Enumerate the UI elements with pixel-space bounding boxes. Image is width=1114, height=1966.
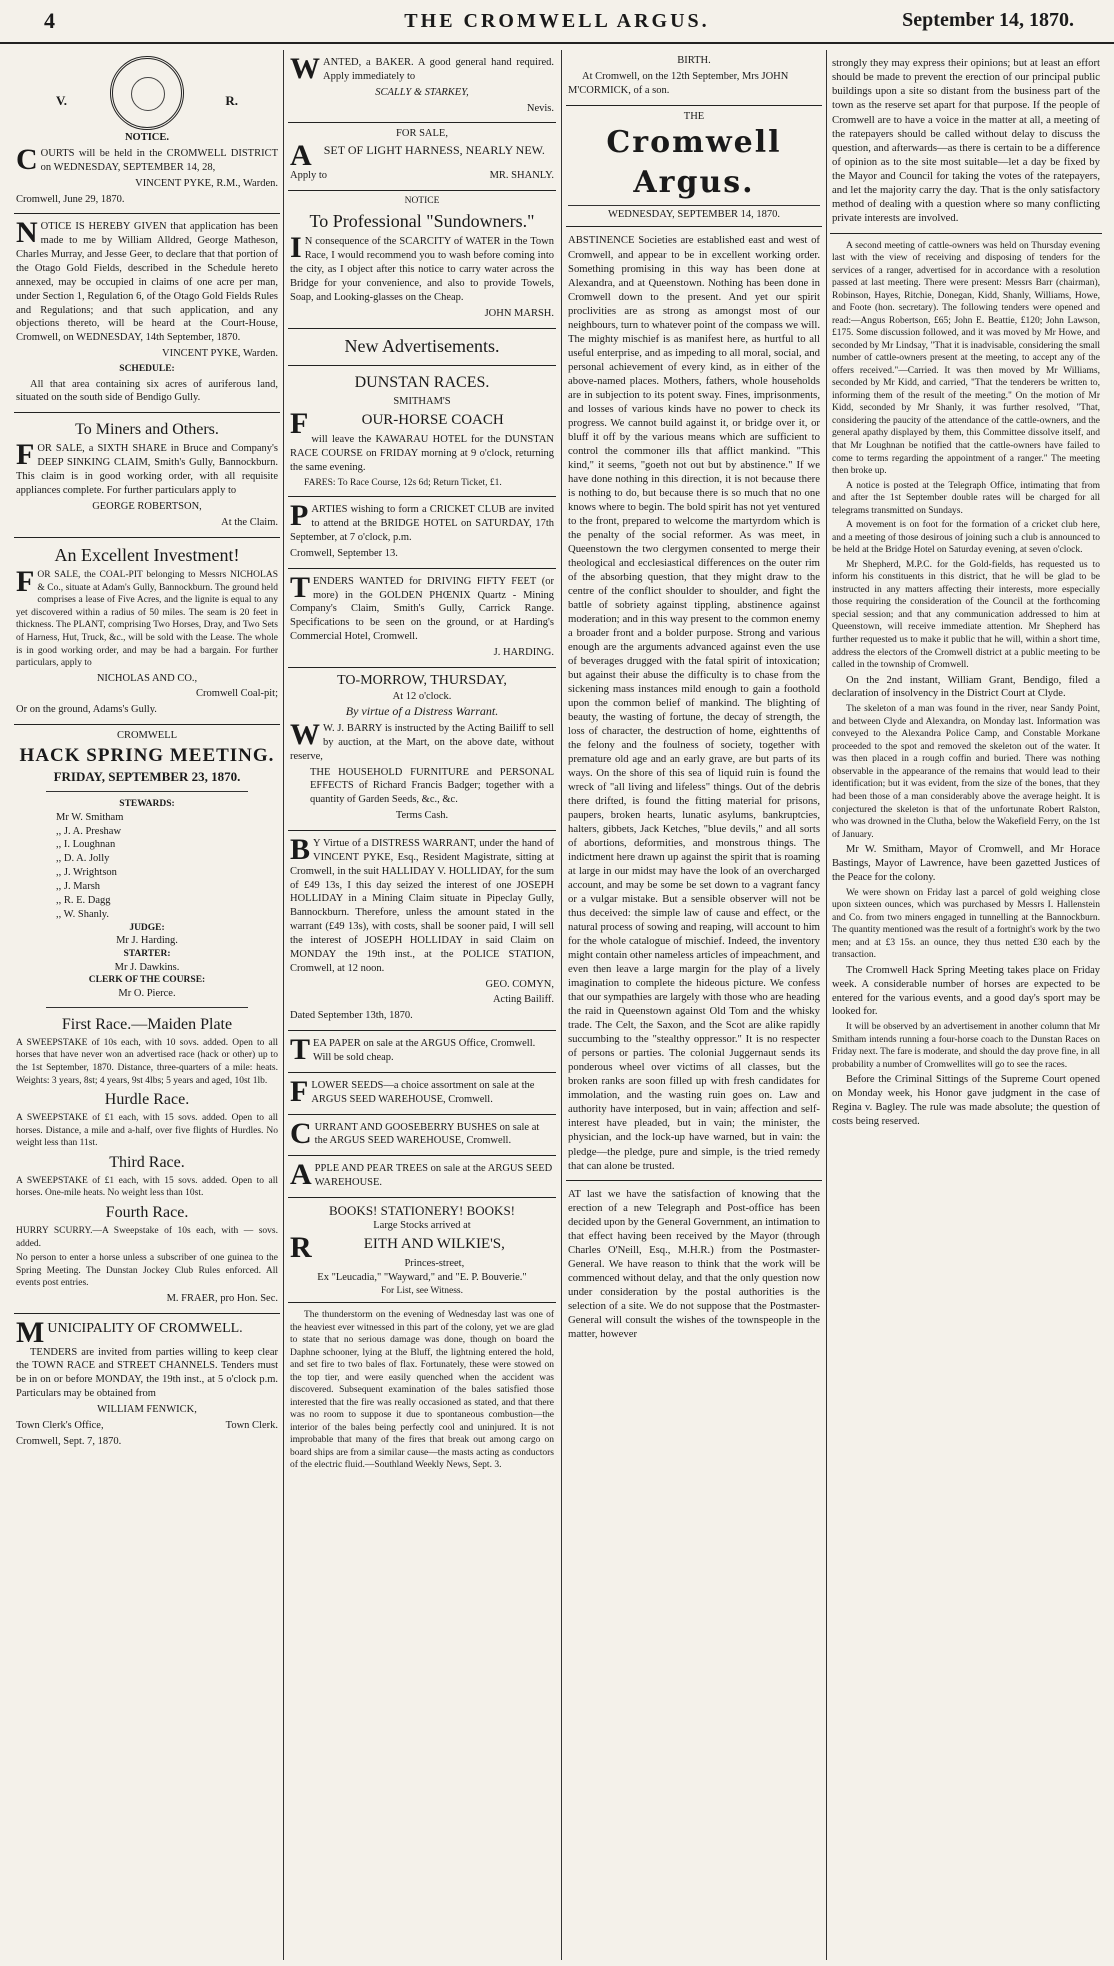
drop-cap: B	[290, 832, 311, 866]
smitham-label: SMITHAM'S	[393, 396, 451, 408]
drop-cap: P	[290, 499, 309, 533]
drop-cap: W	[290, 52, 320, 85]
auction-terms: Terms Cash.	[395, 810, 449, 822]
apple-ad	[288, 1156, 556, 1198]
notice-given	[14, 214, 280, 413]
notice-sign: VINCENT PYKE, R.M., Warden.	[135, 177, 278, 189]
drop-cap: T	[290, 1033, 311, 1067]
local-news	[830, 234, 1102, 1136]
editorial-the: THE	[683, 110, 705, 122]
investment-pit: Cromwell Coal-pit;	[196, 688, 278, 700]
flower-text: LOWER SEEDS—a choice assortment on sale at the ARGUS SEED WAREHOUSE, Cromwell.	[311, 1079, 535, 1105]
auction-goods: THE HOUSEHOLD FURNITURE and PERSONAL EFFECTS of Richard Francis Badger; together with a quantity of Garden Seeds, &c., &c.	[310, 766, 554, 806]
abstinence-article	[566, 227, 822, 1180]
drop-cap: F	[16, 438, 35, 472]
tea-text: EA PAPER on sale at the ARGUS Office, Cromwell. Will be sold cheap.	[313, 1038, 536, 1064]
baker-place: Nevis.	[526, 102, 554, 114]
auction-time: At 12 o'clock.	[392, 691, 452, 703]
cricket-date: Cromwell, September 13.	[290, 547, 398, 559]
newspaper-title: THE CROMWELL ARGUS.	[404, 10, 710, 32]
investment-text: OR SALE, the COAL-PIT belonging to Messrs NICHOLAS & Co., situate at Adam's Gully, Bannockburn. The ground held comprises a lease of Five Acres, and the lignite is equal to any yet discovered within a radius of 50 miles. The seam is 20 feet in thickness. The PLANT, comprising Two Horses, Dray, and Two Sets of Harness, Hut, Truck, &c., will be sold with the Lease. The whole is in good working order, and may be had a bargain. For further particulars, apply to	[16, 570, 278, 669]
thunderstorm-text: The thunderstorm on the evening of Wednesday last was one of the heaviest ever witnessed in this part of the colony, yet we are glad to state that no serious damage was done, though on board the Daphne schooner, lying at the Bluff, the lightning entered the hold, and set fire to two bales of flax. Fortunately, these were stowed on the top tier, and were easily quenched when the accident was discovered. Subsequent examination of the bales satisfied those interested that the fire was really occasioned as stated, and that there was no room to suppose it due to spontaneous combustion—the interior of the bales being perfectly cool and uninjured. It is not improbable that many of the fires that break out among cargo on board ships are from a similar cause—the masts acting as conductors of the electric fluid.—Southland Weekly News, Sept. 3.	[290, 1310, 554, 1471]
tea-ad	[288, 1031, 556, 1073]
skeleton-item: The skeleton of a man was found in the river, near Sandy Point, and between Clyde and Alexandra, on Monday last. Information was conveyed to the Alexandra Police Camp, and Constable Morkane proceeded to the spot and removed the skeleton out of the water. It was then placed in a rough coffin and buried. There was nothing observable in the appearance of the remains that would lead to their identification; but it was evident, from the size of the bones, that they had been those of a man considerably above the average height. It is conjectured the skeleton is that of the unfortunate Robert Ralston, who was drowned in the Clutha, below the Wakefield Ferry, on the 1st of January.	[832, 704, 1100, 840]
harness-apply: Apply to	[290, 170, 328, 182]
magistrate-seal-icon	[110, 56, 184, 130]
telegraph-text: AT last we have the satisfaction of knowing that the erection of a new Telegraph and Post-office has been decided upon by the General Government, an intimation to that effect having been received by the Mayor (through Charles O'Neill, Esq., M.H.R.) from the Postmaster-General. We have reason to think that the work will be commenced without delay, and that the only question now under consideration by the postal authorities is the selection of a site. We do not suppose that the Postmaster-General will consult the wishes of the townspeople in the matter, however	[568, 1187, 820, 1340]
muni-text: TENDERS are invited from parties willing to keep clear the TOWN RACE and STREET CHANNELS. Tenders must be in on or before MONDAY, the 19th inst., at 5 o'clock p.m. Particulars may be obtained from	[16, 1346, 278, 1400]
drop-cap: A	[290, 1158, 312, 1192]
column-1	[14, 50, 280, 1960]
drop-cap: R	[290, 1231, 312, 1265]
sundowners-text: N consequence of the SCARCITY of WATER in the Town Race, I would recommend you to wash before coming into the city, as I object after this notice to carry water across the Bridge for your convenience, and also to provide Towels, Soap, and Looking-glasses on the Cheap.	[290, 236, 554, 303]
column-2	[288, 50, 556, 1960]
race3-heading: Third Race.	[109, 1153, 185, 1171]
books-ad	[288, 1198, 556, 1303]
stewards-label: STEWARDS:	[119, 799, 175, 810]
cricket-club-item: A movement is on foot for the formation of a cricket club here, and a meeting of those desirous of joining such a club is announced to be held at the Bridge Hotel on Saturday evening, at seven o'clock.	[832, 520, 1100, 556]
starter-label: STARTER:	[123, 949, 171, 960]
tenders-sign: J. HARDING.	[493, 646, 554, 658]
new-advertisements: New Advertisements.	[344, 335, 500, 356]
race2-heading: Hurdle Race.	[104, 1091, 190, 1109]
court-notice	[14, 50, 280, 214]
muni-name: WILLIAM FENWICK,	[97, 1403, 197, 1415]
investment-heading: An Excellent Investment!	[54, 544, 240, 565]
coach-item: It will be observed by an advertisement in another column that Mr Smitham intends running a four-horse coach to the Dunstan Races on Friday next. The fare is moderate, and should the day prove fine, in all probability a number of Cromwellites will go to see the races.	[832, 1022, 1100, 1070]
gold-parcel-item: We were shown on Friday last a parcel of gold weighing close upon sixteen ounces, which was purchased by Messrs I. Hallenstein and Co. from two miners engaged in tunnelling at the Bannockburn. The quantity mentioned was the result of a fortnight's work by the two men; and at £3 15s. an ounce, they thus netted £30 each by the transaction.	[832, 887, 1100, 961]
coach-ad	[288, 366, 556, 497]
drop-cap: A	[290, 139, 312, 173]
muni-office: Town Clerk's Office,	[16, 1419, 104, 1431]
currant-text: URRANT AND GOOSEBERRY BUSHES on sale at the ARGUS SEED WAREHOUSE, Cromwell.	[314, 1121, 540, 1147]
hack-heading: HACK SPRING MEETING.	[19, 745, 275, 766]
auction-text: W. J. BARRY is instructed by the Acting Bailiff to sell by auction, at the Mart, on the above date, without reserve,	[290, 722, 554, 762]
steward: ,, J. Marsh	[56, 881, 101, 893]
drop-cap: C	[290, 1116, 312, 1150]
column-3	[566, 50, 822, 1960]
books-reith: EITH AND WILKIE'S,	[363, 1236, 505, 1253]
schedule-label: SCHEDULE:	[119, 364, 175, 375]
justices-item: Mr W. Smitham, Mayor of Cromwell, and Mr Horace Bastings, Mayor of Lawrence, have been gazetted Justices of the Peace for the colony.	[832, 844, 1100, 883]
warrant-ad	[288, 831, 556, 1031]
steward: ,, W. Shanly.	[56, 908, 109, 920]
issue-date: September 14, 1870.	[902, 9, 1074, 31]
miners-text: OR SALE, a SIXTH SHARE in Bruce and Company's DEEP SINKING CLAIM, Smith's Gully, Bannockburn. This claim is in good working order, with all requisite appliances complete. For further particulars apply to	[16, 443, 278, 496]
race3-text: A SWEEPSTAKE of £1 each, with 15 sovs. added. Open to all horses. One-mile heats. No weight less than 10st.	[16, 1175, 278, 1199]
page-number: 4	[44, 8, 55, 33]
drop-cap: T	[290, 570, 311, 604]
birth-text: At Cromwell, on the 12th September, Mrs JOHN M'CORMICK, of a son.	[568, 70, 789, 96]
hack-town: CROMWELL	[116, 730, 178, 742]
coach-text: will leave the KAWARAU HOTEL for the DUNSTAN RACE COURSE on FRIDAY morning at 9 o'clock, returning the same evening.	[290, 434, 554, 473]
investment-ad	[14, 538, 280, 726]
miners-name: GEORGE ROBERTSON,	[92, 500, 202, 512]
books-stock: Large Stocks arrived at	[373, 1220, 471, 1232]
drop-cap: F	[290, 407, 309, 441]
starter: Mr J. Dawkins.	[114, 961, 180, 973]
sundowners-sign: JOHN MARSH.	[484, 307, 554, 319]
apple-text: PPLE AND PEAR TREES on sale at the ARGUS SEED WAREHOUSE.	[314, 1163, 553, 1189]
muni-heading: UNICIPALITY OF CROMWELL.	[47, 1320, 243, 1336]
judge: Mr J. Harding.	[116, 935, 178, 947]
muni-clerk: Town Clerk.	[225, 1419, 278, 1431]
dunstan-heading: DUNSTAN RACES.	[354, 374, 490, 392]
warrant-role: Acting Bailiff.	[492, 994, 554, 1006]
schedule-text: All that area containing six acres of auriferous land, situated on the south side of Bendigo Gully.	[16, 378, 278, 404]
investment-name: NICHOLAS AND CO.,	[96, 672, 198, 684]
editorial-dateline: WEDNESDAY, SEPTEMBER 14, 1870.	[568, 205, 820, 222]
warrant-sign: GEO. COMYN,	[485, 978, 554, 990]
editorial-masthead	[566, 106, 822, 228]
notice-given-text: OTICE IS HEREBY GIVEN that application has been made to me by William Alldred, George Matheson, Charles Murray, and Jesse Geer, to declare that that portion of the Otago Gold Fields, described in the Schedule hereto annexed, may be occupied in claims of one acre per man, under Section 1, Regulation 6, of the Otago Gold Fields Rules and Regulations; and that such application, and any objections thereto, will be heard at the Court-House, Cromwell, on WEDNESDAY, 14th September, 1870.	[16, 221, 278, 344]
seal-v: V.	[56, 93, 67, 108]
steward: ,, I. Loughnan	[56, 839, 116, 851]
steward: ,, J. A. Preshaw	[56, 825, 122, 837]
hack-meeting-item: The Cromwell Hack Spring Meeting takes place on Friday week. A considerable number of horses are expected to be entered for the various events, and a good day's sport may be looked for.	[832, 964, 1100, 1018]
books-princes: Princes-street,	[404, 1257, 465, 1269]
miners-ad	[14, 413, 280, 537]
notice-body: OURTS will be held in the CROMWELL DISTRICT on WEDNESDAY, SEPTEMBER 14, 28,	[40, 148, 278, 173]
books-ships: Ex "Leucadia," "Wayward," and "E. P. Bouverie."	[317, 1271, 527, 1283]
masthead	[0, 0, 1114, 44]
birth-notice	[566, 50, 822, 106]
miners-at: At the Claim.	[221, 516, 278, 528]
warrant-text: Y Virtue of a DISTRESS WARRANT, under the hand of VINCENT PYKE, Esq., Resident Magistrate, sitting at Cromwell, in the suit HALLIDAY V. HOLLIDAY, for the sum of £49 13s, I this day seized the interest of one JOSEPH HOLLIDAY in a Mining Claim situate in Pipeclay Gully, Bannockburn. Therefore, unless the amount stated in the warrant (£49 13s), with costs, shall be sooner paid, I will sell the interest of JOSEPH HOLLIDAY in said Claim on MONDAY the 19th inst., at the POLICE STATION, Cromwell, at 12 noon.	[290, 837, 554, 974]
miners-heading: To Miners and Others.	[75, 421, 219, 439]
currant-ad	[288, 1115, 556, 1157]
steward: ,, R. E. Dagg	[56, 894, 111, 906]
drop-cap: W	[290, 717, 320, 751]
baker-ad	[288, 50, 556, 123]
warrant-date: Dated September 13th, 1870.	[290, 1010, 413, 1022]
telegraph-continued-text: strongly they may express their opinions; but at least an effort should be made to prevent the erection of our principal public buildings upon a site so distant from the business part of the town as the reserve set apart for that purpose. If the people of Cromwell are to have a voice in the matter at all, a meeting of the ratepayers should be called without delay to discuss the question, and afterwards—as there is certain to be a difference of opinion as to the site most suitable—let a day be fixed by the Mayor and Council for taking the votes of the ratepayers, and let the majority carry the day. That is the only satisfactory method of dealing with a question where so many conflicting private interests are involved.	[832, 57, 1100, 225]
telegraph-article	[566, 1181, 822, 1348]
flower-ad	[288, 1073, 556, 1115]
coach-heading: OUR-HORSE COACH	[361, 412, 504, 429]
new-ads-heading	[288, 329, 556, 367]
race4-text: HURRY SCURRY.—A Sweepstake of 10s each, with — sovs. added.	[16, 1226, 278, 1249]
telegraph-notice-item: A notice is posted at the Telegraph Office, intimating that from and after the 1st September double rates will be charged for all telegrams transmitted on Sundays.	[832, 480, 1100, 516]
column-rule	[283, 50, 284, 1960]
steward: Mr W. Smitham	[56, 811, 124, 823]
drop-cap: F	[16, 565, 35, 599]
investment-or: Or on the ground, Adams's Gully.	[16, 704, 157, 716]
harness-label: FOR SALE,	[396, 128, 448, 140]
hack-meeting-ad	[14, 725, 280, 1313]
coach-fares: FARES: To Race Course, 12s 6d; Return Ticket, £1.	[304, 477, 502, 488]
auction-heading: TO-MORROW, THURSDAY,	[337, 672, 507, 688]
notice-date: Cromwell, June 29, 1870.	[16, 193, 125, 205]
stewards-list	[16, 811, 278, 922]
cricket-text: ARTIES wishing to form a CRICKET CLUB are invited to attend at the BRIDGE HOTEL on SATURDAY, 17th September, at 7 o'clock, p.m.	[290, 504, 554, 543]
harness-text: SET OF LIGHT HARNESS, NEARLY NEW.	[323, 143, 545, 158]
notice-given-sign: VINCENT PYKE, Warden.	[161, 348, 278, 360]
harness-ad	[288, 123, 556, 191]
sundowners-heading: To Professional "Sundowners."	[309, 210, 535, 231]
race1-text: A SWEEPSTAKE of 10s each, with 10 sovs. added. Open to all horses that have never won an advertised race (hack or other) up to the 1st September, 1870. Distance, three-quarters of a mile: heats. Weights: 3 years, 8st; 4 years, 9st 4lbs; 5 years and aged, 10st 1lb.	[16, 1037, 278, 1086]
auction-ad	[288, 668, 556, 831]
divider	[46, 1007, 248, 1008]
race1-heading: First Race.—Maiden Plate	[61, 1015, 233, 1033]
judge-label: JUDGE:	[129, 922, 165, 933]
birth-heading: BIRTH.	[677, 55, 711, 66]
column-rule	[561, 50, 562, 1960]
race4-heading: Fourth Race.	[105, 1203, 189, 1221]
sundowners-ad	[288, 191, 556, 328]
cricket-ad	[288, 497, 556, 568]
clerk-label: CLERK OF THE COURSE:	[88, 975, 206, 986]
drop-cap: F	[290, 1074, 309, 1108]
auction-warrant: By virtue of a Distress Warrant.	[345, 704, 499, 719]
clerk: Mr O. Pierce.	[118, 987, 176, 999]
insolvency-item: On the 2nd instant, William Grant, Bendigo, filed a declaration of insolvency in the District Court at Clyde.	[832, 674, 1100, 700]
race2-text: A SWEEPSTAKE of £1 each, with 15 sovs. added. Open to all horses. Distance, a mile and a-half, over five flights of Hurdles. No weight less than 11st.	[16, 1113, 278, 1149]
seal-r: R.	[225, 93, 238, 108]
column-4	[830, 50, 1102, 1960]
baker-text: ANTED, a BAKER. A good general hand required. Apply immediately to	[323, 57, 554, 82]
steward: ,, D. A. Jolly	[56, 853, 110, 865]
race-sign: M. FRAER, pro Hon. Sec.	[166, 1292, 278, 1304]
editorial-paper-name: Cromwell Argus.	[606, 125, 782, 201]
telegraph-continued	[830, 50, 1102, 234]
drop-cap: M	[16, 1315, 45, 1349]
shepherd-item: Mr Shepherd, M.P.C. for the Gold-fields, has requested us to inform his constituents in this district, that he will be glad to be instructed in any matters affecting their interests, more especially those requiring the consideration of the Council at the forthcoming special session; and that any communication addressed to him at Queenstown, will receive immediate attention. Mr Shepherd has further requested us to make it public that he will, within a short time, address the electors of the Cromwell district at a public meeting to be called in the township of Cromwell.	[832, 559, 1100, 671]
notice-title: NOTICE.	[124, 132, 170, 144]
hack-date: FRIDAY, SEPTEMBER 23, 1870.	[53, 769, 241, 785]
baker-name: SCALLY & STARKEY,	[375, 86, 469, 98]
municipality-ad	[14, 1314, 280, 1456]
cattle-owners-item: A second meeting of cattle-owners was held on Thursday evening last with the view of receiving and disposing of tenders for the services of a ranger, advertised for in accordance with a resolution passed at last meeting. There were present: Messrs Barr (chairman), Robinson, Hayes, Ritchie, Donegan, Kidd, Shanly, Williams, Howe, and Foote (hon. secretary). The following tenders were opened and read:—Angus Robertson, £65; John E. Beattie, £120; John Lawson, £175. Some discussion followed, and it was moved by Mr Howe, and seconded by Mr Lindsay, "That it is inadvisable, considering the small number of cattle-owners present at the meeting, to accept any of the offers received."—Carried. It was then moved by Mr Williams, seconded by Mr Kidd, and carried, "That the tenderers be written to, informing them of the result of the meeting." On the motion of Mr Kidd, seconded by Mr Shanly, it was further resolved, "That, considering the paucity of the attendance of the cattle-owners, and the general apathy displayed by them, this Committee dissolve itself, and that Mr Loughnan be notified that the cattle-owners have failed to come to terms regarding the appointment of a ranger." The meeting then broke up.	[832, 240, 1100, 477]
drop-cap: I	[290, 231, 302, 265]
tenders-ad	[288, 569, 556, 668]
tenders-text: ENDERS WANTED for DRIVING FIFTY FEET (or more) in the GOLDEN PHŒNIX Quartz - Mining Company's Claim, Smith's Gully, Carrick Range. Specifications to be seen on the ground, or at Harding's Commercial Hotel, Cromwell.	[290, 575, 554, 643]
drop-cap: N	[16, 216, 38, 250]
drop-cap: C	[16, 143, 38, 177]
muni-date: Cromwell, Sept. 7, 1870.	[16, 1435, 122, 1447]
abstinence-text: ABSTINENCE Societies are established east and west of Cromwell, and appear to be in excellent working order. Something promising in this way has been done at Alexandra, and at Queenstown. Nothing has been done in Cromwell down to the present. And yet our spirit proclivities are as strong as amongst most of our neighbours, turn to whatever point of the compass we will. The mighty mischief is as manifest here, as hurtful to all useful enterprise, and as impeding to all moral, social, and personal achievement of every kind, as in either of the above-named places. Mothers, fathers, whole households are in subjection to its potent sway. Fines, imprisonments, and losses of various kinds have no power to check its progress. We cannot build against it, or bridge over it, or bluff it off by the various means which are sufficient to control the commoner ills that afflict mankind. "This kind," it seems, "goeth not out but by abstinence." If we have done nothing in this direction, it is not because there is nothing to do, but because there is so much that no one knows where to begin. The bold spirit has not yet ventured to the front, prepared to welcome the martyrdom which is the penalty of the social reformer. As was meet, in Queenstown the two clergymen consented to merge their theological and ecclesiastical differences on the outer rim of the absorbing question, that they might draw to the centre of the conflict shoulder to shoulder, and fight the battle of sobriety against tippling, abstinence against moderation; and in this way present to the common enemy a broader front and a bolder purpose. Strong and various enough are the arguments advanced against even the use of beverages drugged with the fatal spirit of intoxication; but against their abuse the difficulty is to chase from the sickening mass instances mild enough to gain a foothold upon the common belief of mankind. The blighting of beauty, the wasting of fortune, the decay of strength, the loss of character, the destruction of home, eighttenths of the felony and the foulness of society, together with premature old age and an early grave, are but parts of its ways. On the shore of this sea of liquid ruin is found the wreck of "all living and lifeless" things. Out of the debris there drifted, is found the fitting material for prisons, paupers, broken hearts, lunatic asylums, bankruptcies, halters, gibbets, Jack Ketches, "blue devils," and all sorts of abortions, deformities, and monstrous things. The indictment here drawn up against the spirit that is roaming at large in our midst may have the look of an overcharged account, and may be some be set down to a vagrant fancy or a vulgar mistake. But a sensible observer will not be thus deceived: the simple law of cause and effect, or the natural process of sowing and reaping, will account to him for the whole catalogue of mischief. Indeed, the inventory might contain other nameless articles of impeachment, and even then leave a large margin for the play of a lively imagination to complete the hideous picture. We confess that our sympathies are largely with those who are heading the raid in Queenstown against Old Tom and the whisky trade. The Celt, the Saxon, and the Scot are alike rapidly succumbing to the "stealthy oppressor." It is no respecter of persons or parties. The colonial Juggernaut sends its ponderous wheel over victims of all classes, but the broken ranks are soon filled up with fresh candidates for immolation, and the wasting ruin goes on. Law and authority have interposed, but in vain; affection and self-interest have pleaded, but in vain; the minister, the physician, and the lock-up have warned, but in vain: the pledge—the pledge, pure and simple, is the tried remedy that can alone be trusted.	[568, 234, 820, 1172]
column-rule	[826, 50, 827, 1960]
steward: ,, J. Wrightson	[56, 867, 117, 879]
books-heading: BOOKS! STATIONERY! BOOKS!	[328, 1203, 516, 1219]
sundowners-label: NOTICE	[404, 196, 440, 207]
supreme-court-item: Before the Criminal Sittings of the Supreme Court opened on Monday week, his Honor gave judgment in the case of Regina v. Bagley. The rule was made absolute; the question of costs being reserved.	[832, 1074, 1100, 1128]
books-forlist: For List, see Witness.	[380, 1285, 464, 1296]
thunderstorm-article	[288, 1303, 556, 1479]
harness-name: MR. SHANLY.	[489, 170, 554, 182]
race-rules: No person to enter a horse unless a subscriber of one guinea to the Spring Meeting. The Dunstan Jockey Club Rules enforced. All events post entries.	[16, 1253, 278, 1289]
divider	[46, 791, 248, 792]
